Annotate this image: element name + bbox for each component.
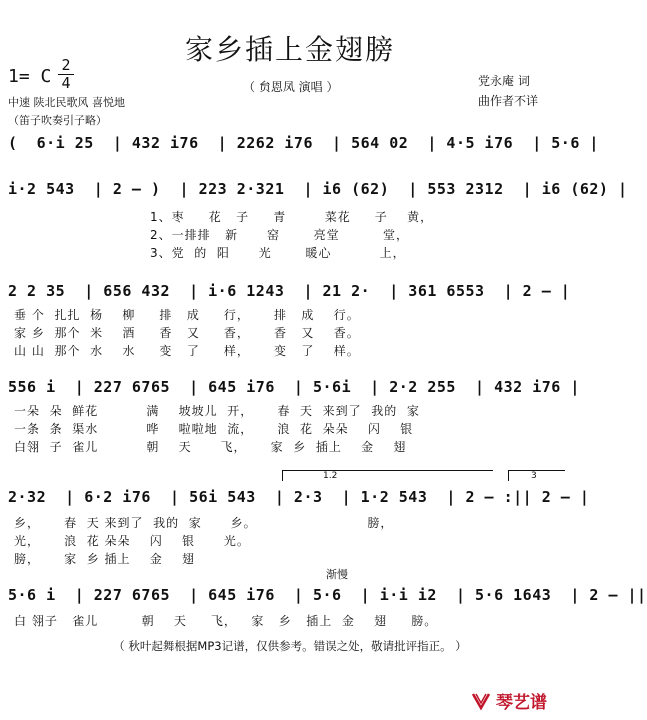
score-row-4-lyric-3: 白翎 子 雀儿 朝 天 飞， 家 乡 插上 金 翅	[14, 440, 407, 454]
site-logo	[470, 688, 547, 713]
score-row-3-lyric-2: 家 乡 那个 米 酒 香 又 香， 香 又 香。	[14, 326, 360, 340]
score-row-2-lyric-1: 1、枣 花 子 青 菜花 子 黄，	[150, 210, 434, 224]
score-row-6-notes: 5·6 i | 227 6765 | 645 i76 | 5·6 | i·i i2 | 5·6 1643 | 2 – ||	[8, 586, 647, 604]
time-signature-top: 2	[61, 56, 71, 74]
score-row-2-notes: i·2 543 | 2 – ) | 223 2·321 | i6 (62) | 553 2312 | i6 (62) |	[8, 180, 628, 198]
tempo-marking: 中速 陕北民歌风 喜悦地	[8, 96, 125, 109]
lyricist-credit: 党永庵 词	[478, 74, 530, 88]
logo-mark-icon	[470, 690, 492, 712]
score-row-5-lyric-1: 乡， 春 天 来到了 我的 家 乡。 膀，	[14, 516, 394, 530]
page-title: 家乡插上金翅膀	[184, 33, 395, 66]
score-row-5-notes: 2·32 | 6·2 i76 | 56i 543 | 2·3 | 1·2 543 | 2 – :|| 2 – |	[8, 488, 590, 506]
key-signature: 1= C	[8, 66, 52, 87]
ritardando-marking: 渐慢	[326, 568, 348, 581]
time-signature	[58, 58, 74, 91]
score-row-2-lyric-3: 3、党 的 阳 光 暖心 上，	[150, 246, 406, 260]
score-row-4-lyric-1: 一朵 朵 鲜花 满 坡坡儿 开， 春 天 来到了 我的 家	[14, 404, 420, 418]
score-row-4-notes: 556 i | 227 6765 | 645 i76 | 5·6i | 2·2 255 | 432 i76 |	[8, 378, 580, 396]
score-row-3-lyric-3: 山 山 那个 水 水 变 了 样， 变 了 样。	[14, 344, 360, 358]
time-signature-bottom: 4	[61, 74, 71, 92]
score-row-5-lyric-2: 光， 浪 花 朵朵 闪 银 光。	[14, 534, 250, 548]
score-row-4-lyric-2: 一条 条 渠水 哗 啦啦地 流， 浪 花 朵朵 闪 银	[14, 422, 414, 436]
prelude-note: （笛子吹奏引子略）	[8, 114, 107, 127]
volta-3: 3	[508, 470, 565, 481]
transcription-footnote: （ 秋叶起舞根据MP3记谱，仅供参考。错误之处，敬请批评指正。 ）	[113, 639, 467, 653]
score-row-1-notes: ( 6·i 25 | 432 i76 | 2262 i76 | 564 02 | 4·5 i76 | 5·6 |	[8, 134, 599, 152]
singer-credit: （ 贠恩凤 演唱 ）	[243, 80, 339, 94]
composer-credit: 曲作者不详	[478, 94, 539, 108]
score-row-3-lyric-1: 垂 个 扎扎 杨 柳 排 成 行， 排 成 行。	[14, 308, 360, 322]
volta-1-2: 1.2	[282, 470, 493, 481]
score-row-2-lyric-2: 2、一排排 新 窑 亮堂 堂，	[150, 228, 409, 242]
score-row-3-notes: 2 2 35 | 656 432 | i·6 1243 | 21 2· | 361 6553 | 2 – |	[8, 282, 571, 300]
logo-text: 琴艺谱	[496, 693, 547, 713]
score-row-6-lyric-1: 白 翎子 雀儿 朝 天 飞， 家 乡 插上 金 翅 膀。	[14, 614, 438, 628]
score-row-5-lyric-3: 膀， 家 乡 插上 金 翅	[14, 552, 196, 566]
